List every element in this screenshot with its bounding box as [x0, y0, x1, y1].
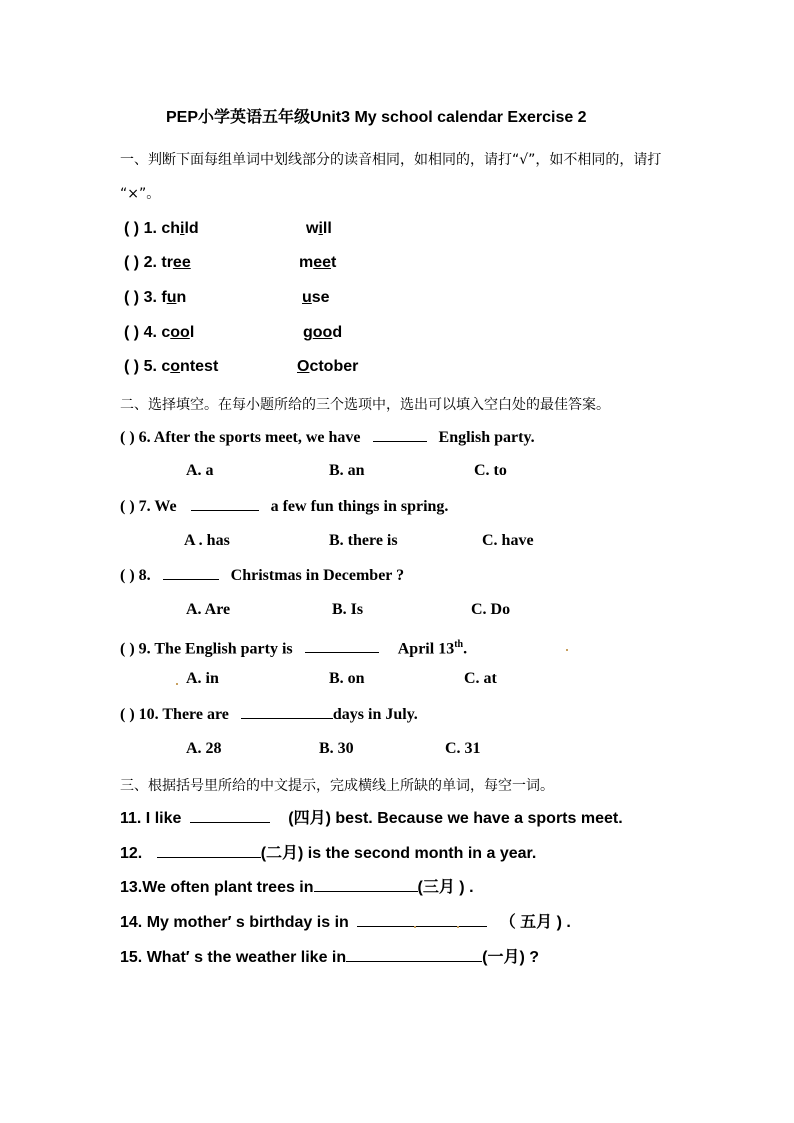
answer-blank[interactable]: [373, 427, 427, 442]
scan-speck: [457, 926, 459, 928]
fill-item: 11. I like (四月) best. Because we have a sports meet.: [120, 810, 623, 827]
item-number: 4.: [143, 324, 157, 341]
option-a[interactable]: A. in: [186, 670, 219, 687]
judge-item: [124, 323, 194, 343]
question-stem: ( ) 9. The English party is April 13th.: [120, 639, 468, 658]
fill-item: 14. My mother′ s birthday is in （ 五月 ) .: [120, 914, 571, 931]
option-a[interactable]: A. Are: [186, 601, 231, 618]
option-c[interactable]: C. Do: [471, 601, 511, 618]
option-b[interactable]: B. there is: [329, 532, 398, 549]
answer-blank[interactable]: [190, 808, 270, 823]
answer-paren[interactable]: ( ): [120, 498, 135, 515]
answer-blank[interactable]: [314, 877, 418, 892]
word-2: meet: [299, 254, 337, 271]
word-1: child: [161, 220, 199, 237]
word-2: will: [306, 220, 332, 237]
section3-heading: 三、根据括号里所给的中文提示，完成横线上所缺的单词，每空一词。: [120, 778, 554, 794]
option-b[interactable]: B. on: [329, 670, 365, 687]
answer-paren[interactable]: ( ): [120, 429, 135, 446]
scan-speck: [566, 649, 568, 651]
option-a[interactable]: A. 28: [186, 740, 222, 757]
word-2: October: [297, 358, 359, 375]
answer-blank[interactable]: [163, 565, 219, 580]
option-b[interactable]: B. an: [329, 462, 365, 479]
page-title: PEP小学英语五年级Unit3 My school calendar Exercise 2: [166, 109, 587, 126]
answer-paren[interactable]: ( ): [124, 220, 140, 237]
answer-paren[interactable]: ( ): [124, 289, 140, 306]
judge-item: [124, 219, 199, 239]
judge-item: [124, 253, 191, 273]
item-number: 3.: [143, 289, 157, 306]
answer-blank[interactable]: [191, 496, 259, 511]
word-2: good: [303, 324, 343, 341]
scan-speck: [176, 683, 178, 685]
section1-heading-cont: “×”。: [120, 186, 161, 202]
judge-item: [124, 357, 218, 377]
section1-heading: 一、判断下面每组单词中划线部分的读音相同，如相同的，请打“√”，如不相同的，请打: [120, 152, 662, 168]
fill-item: 12. (二月) is the second month in a year.: [120, 845, 537, 862]
question-stem: ( ) 10. There are days in July.: [120, 706, 418, 723]
question-stem: ( ) 6. After the sports meet, we have English party.: [120, 429, 535, 446]
item-number: 2.: [143, 254, 157, 271]
answer-paren[interactable]: ( ): [120, 706, 135, 723]
question-stem: ( ) 8. Christmas in December ?: [120, 567, 405, 584]
answer-paren[interactable]: ( ): [124, 324, 140, 341]
answer-paren[interactable]: ( ): [124, 254, 140, 271]
word-1: fun: [161, 289, 187, 306]
scan-speck: [414, 926, 416, 928]
word-1: tree: [161, 254, 191, 271]
answer-paren[interactable]: ( ): [124, 358, 140, 375]
item-number: 1.: [143, 220, 157, 237]
option-b[interactable]: B. 30: [319, 740, 354, 757]
answer-blank[interactable]: [357, 912, 487, 927]
option-b[interactable]: B. Is: [332, 601, 364, 618]
option-a[interactable]: A . has: [184, 532, 230, 549]
fill-item: 15. What′ s the weather like in (一月) ?: [120, 949, 540, 966]
option-a[interactable]: A. a: [186, 462, 214, 479]
option-c[interactable]: C. have: [482, 532, 534, 549]
question-stem: ( ) 7. We a few fun things in spring.: [120, 498, 449, 515]
answer-blank[interactable]: [346, 947, 482, 962]
answer-paren[interactable]: ( ): [120, 567, 135, 584]
word-2: use: [302, 289, 330, 306]
fill-item: 13.We often plant trees in (三月 ) .: [120, 879, 474, 896]
option-c[interactable]: C. at: [464, 670, 497, 687]
answer-blank[interactable]: [305, 638, 379, 653]
answer-paren[interactable]: ( ): [120, 640, 135, 658]
judge-item: [124, 288, 186, 308]
option-c[interactable]: C. to: [474, 462, 507, 479]
answer-blank[interactable]: [241, 704, 333, 719]
item-number: 5.: [143, 358, 157, 375]
answer-blank[interactable]: [157, 843, 261, 858]
option-c[interactable]: C. 31: [445, 740, 481, 757]
word-1: contest: [161, 358, 219, 375]
section2-heading: 二、选择填空。在每小题所给的三个选项中，选出可以填入空白处的最佳答案。: [120, 397, 610, 413]
word-1: cool: [161, 324, 195, 341]
